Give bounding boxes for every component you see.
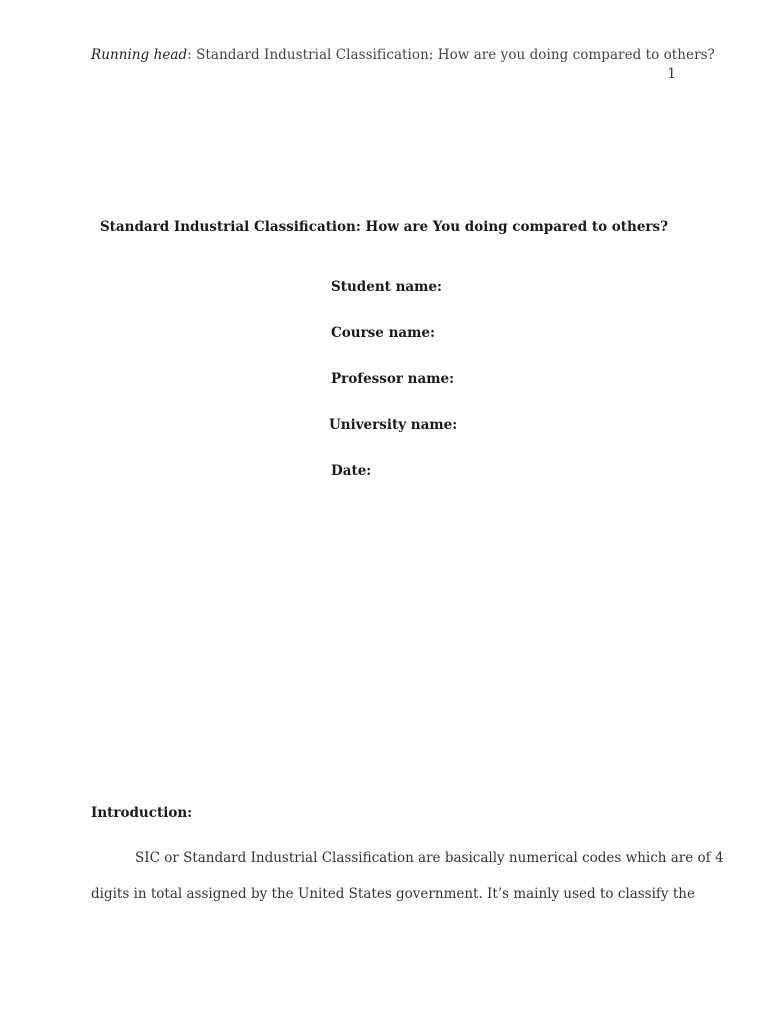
body-paragraph-line: SIC or Standard Industrial Classification are basically numerical codes which are of 4 <box>135 850 724 866</box>
university-name-label: University name: <box>329 417 458 433</box>
running-head-text: : Standard Industrial Classification: How are you doing compared to others? <box>187 47 715 63</box>
body-paragraph-line: digits in total assigned by the United States government. It’s mainly used to classify the <box>91 886 695 902</box>
course-name-label: Course name: <box>331 325 435 341</box>
document-title: Standard Industrial Classification: How are You doing compared to others? <box>99 219 669 235</box>
professor-name-label: Professor name: <box>331 371 455 387</box>
running-head-label: Running head <box>91 47 188 63</box>
introduction-heading: Introduction: <box>91 805 193 821</box>
date-label: Date: <box>331 463 372 479</box>
running-head <box>91 47 715 63</box>
student-name-label: Student name: <box>331 279 442 295</box>
page-number: 1 <box>667 66 676 82</box>
